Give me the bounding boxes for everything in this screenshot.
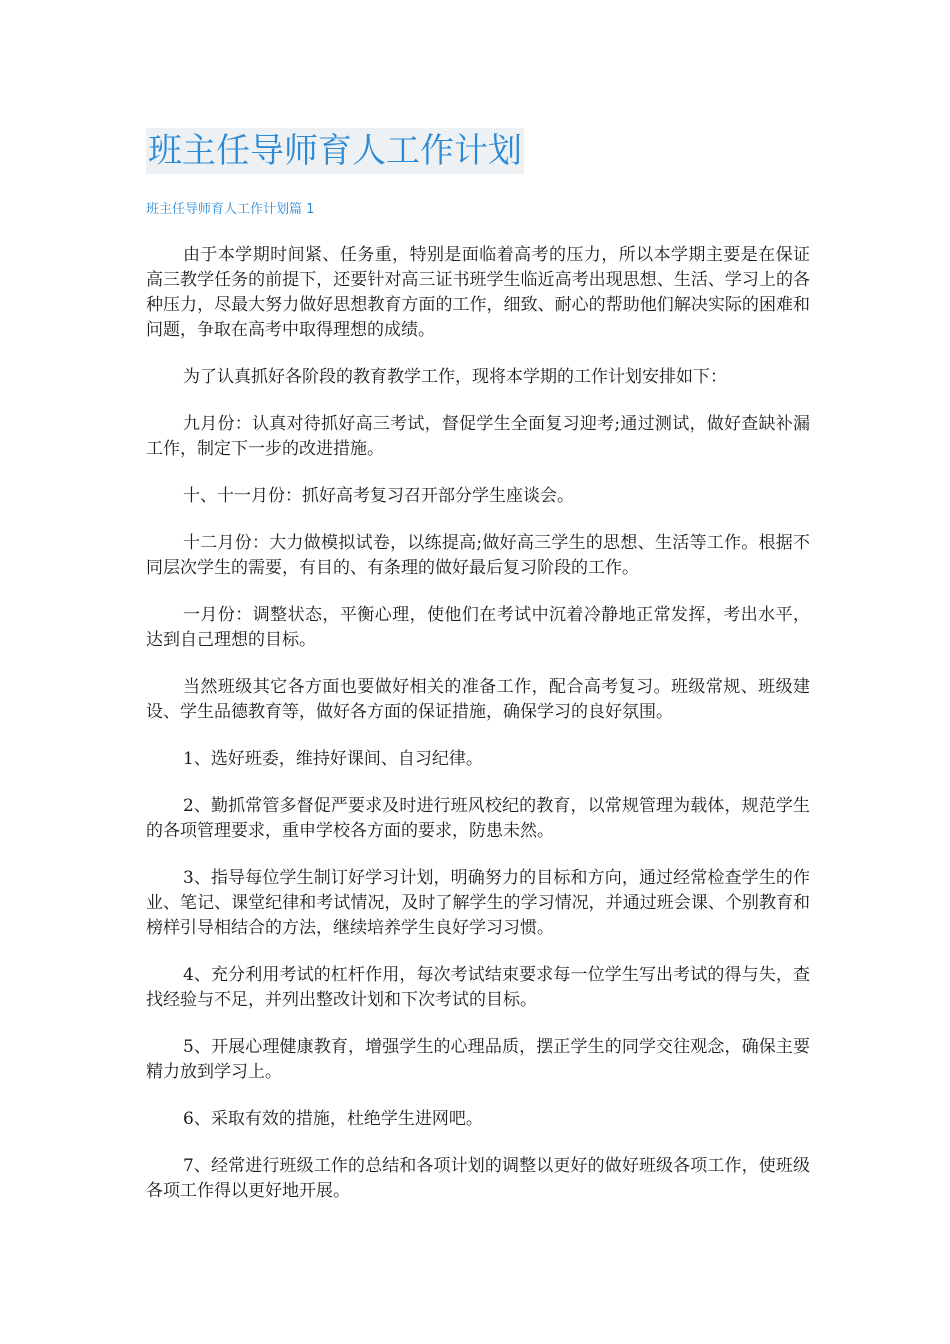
list-item-7: 7、经常进行班级工作的总结和各项计划的调整以更好的做好班级各项工作，使班级各项工作得以更好地开展。 <box>146 1156 810 1201</box>
document-title: 班主任导师育人工作计划 <box>146 128 524 174</box>
list-item-1: 1、选好班委，维持好课间、自习纪律。 <box>183 749 483 769</box>
document-subtitle: 班主任导师育人工作计划篇 1 <box>146 202 315 217</box>
list-item-4: 4、充分利用考试的杠杆作用，每次考试结束要求每一位学生写出考试的得与失，查找经验与不足，并列出整改计划和下次考试的目标。 <box>146 965 810 1010</box>
paragraph-plan-intro: 为了认真抓好各阶段的教育教学工作，现将本学期的工作计划安排如下： <box>183 367 727 387</box>
list-item-6: 6、采取有效的措施，杜绝学生进网吧。 <box>183 1109 483 1129</box>
paragraph-intro: 由于本学期时间紧、任务重，特别是面临着高考的压力，所以本学期主要是在保证高三教学任务的前提下，还要针对高三证书班学生临近高考出现思想、生活、学习上的各种压力，尽最大努力做好思想教育方面的工作，细致、耐心的帮助他们解决实际的困难和问题，争取在高考中取得理想的成绩。 <box>146 245 810 340</box>
paragraph-october-november: 十、十一月份：抓好高考复习召开部分学生座谈会。 <box>183 486 574 506</box>
paragraph-september: 九月份：认真对待抓好高三考试，督促学生全面复习迎考;通过测试，做好查缺补漏工作，制定下一步的改进措施。 <box>146 414 810 459</box>
list-item-2: 2、勤抓常管多督促严要求及时进行班风校纪的教育，以常规管理为载体，规范学生的各项管理要求，重申学校各方面的要求，防患未然。 <box>146 796 810 841</box>
document-body <box>146 243 810 1226</box>
paragraph-december: 十二月份：大力做模拟试卷，以练提高;做好高三学生的思想、生活等工作。根据不同层次学生的需要，有目的、有条理的做好最后复习阶段的工作。 <box>146 533 810 578</box>
list-item-5: 5、开展心理健康教育，增强学生的心理品质，摆正学生的同学交往观念，确保主要精力放到学习上。 <box>146 1037 810 1082</box>
paragraph-class-work: 当然班级其它各方面也要做好相关的准备工作，配合高考复习。班级常规、班级建设、学生品德教育等，做好各方面的保证措施，确保学习的良好氛围。 <box>146 677 810 722</box>
list-item-3: 3、指导每位学生制订好学习计划，明确努力的目标和方向，通过经常检查学生的作业、笔记、课堂纪律和考试情况，及时了解学生的学习情况，并通过班会课、个别教育和榜样引导相结合的方法，继续培养学生良好学习习惯。 <box>146 868 810 938</box>
paragraph-january: 一月份：调整状态，平衡心理，使他们在考试中沉着冷静地正常发挥，考出水平，达到自己理想的目标。 <box>146 605 810 650</box>
